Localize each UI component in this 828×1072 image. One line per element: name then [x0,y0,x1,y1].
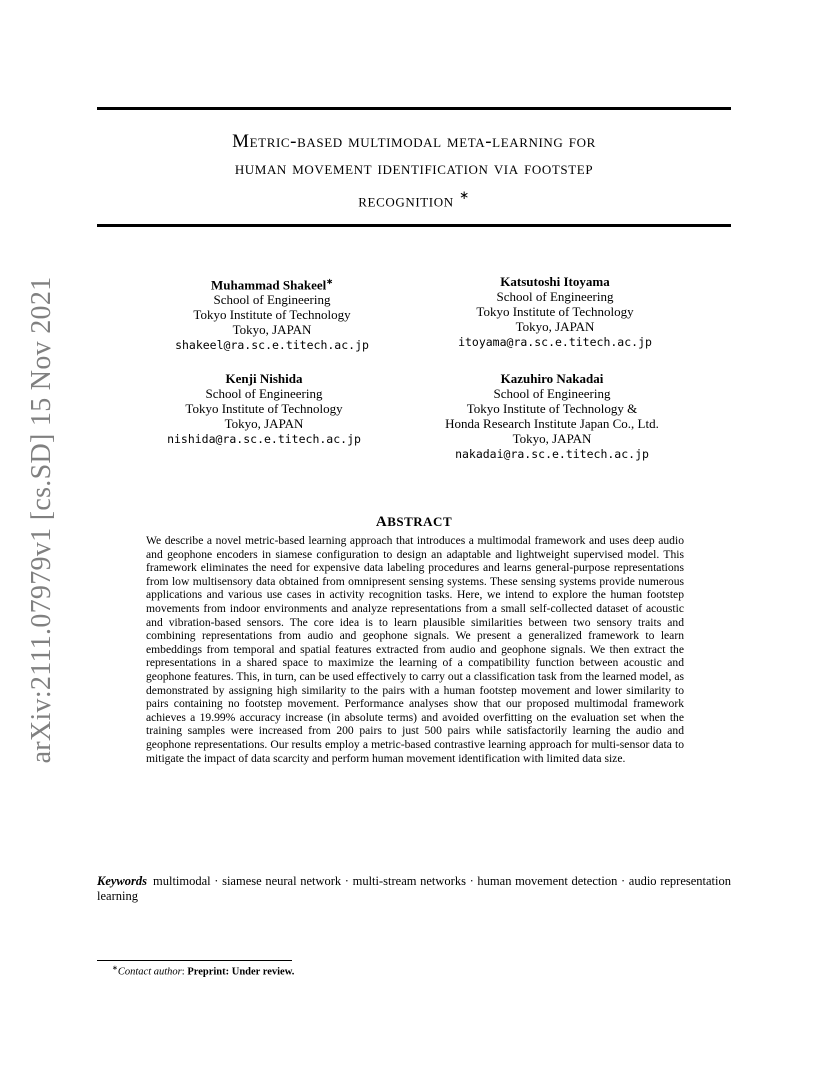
paper-title [97,128,731,214]
author-affiliation: School of Engineering [205,386,323,401]
author-affiliation: School of Engineering [213,292,331,308]
footnote-label: Contact author [117,966,182,978]
author-name: Katsutoshi Itoyama [500,274,610,289]
author-name: Kenji Nishida [225,371,303,386]
author-name-text: Muhammad Shakeel [211,277,327,293]
footnote [112,964,294,978]
author-email[interactable]: nishida@ra.sc.e.titech.ac.jp [167,432,361,446]
author-name: Kazuhiro Nakadai [500,371,604,386]
title-top-rule [97,107,731,110]
arxiv-identifier: arXiv:2111.07979v1 [cs.SD] 15 Nov 2021 [26,276,57,764]
author-block-nishida [114,371,414,447]
keywords-text: multimodal · siamese neural network · multi-stream networks · human movement detection · audio representation learning [97,874,731,903]
author-email[interactable]: itoyama@ra.sc.e.titech.ac.jp [458,335,652,349]
author-affiliation: Tokyo, JAPAN [224,416,304,431]
author-affiliation: Honda Research Institute Japan Co., Ltd. [445,416,659,431]
author-affiliation: Tokyo, JAPAN [512,431,592,446]
author-affiliation: Tokyo, JAPAN [515,319,595,334]
footnote-separator: : [181,966,188,978]
author-affiliation: Tokyo Institute of Technology [476,304,634,319]
abstract-heading-rest: BSTRACT [387,514,453,529]
abstract-heading [97,514,731,531]
author-affiliation: Tokyo, JAPAN [232,322,312,338]
keywords [97,874,731,904]
abstract-heading-initial: A [375,514,388,530]
author-affiliation: Tokyo Institute of Technology & [466,401,638,416]
title-line-3 [97,182,731,214]
title-footnote-marker: ∗ [459,188,470,202]
title-bottom-rule [97,224,731,227]
author-affiliation: School of Engineering [493,386,611,401]
keywords-label: Keywords [97,874,147,888]
abstract-text: We describe a novel metric-based learning approach that introduces a multimodal framework and uses deep audio and geophone encoders in siamese configuration to design an adaptable and lightweight supervised model. This framework eliminates the need for expensive data labeling procedures and learns general-purpose representations from low multisensory data obtained from omnipresent sensing systems. These sensing systems provide numerous applications and various use cases in activity recognition tasks. Here, we intend to explore the human footstep movements from indoor environments and analyze representations from a small self-collected dataset of acoustic and vibration-based sensors. The core idea is to learn plausible similarities between two sensory traits and combining representations from audio and geophone signals. We present a generalized framework to learn embeddings from temporal and spatial features extracted from audio and geophone signals. We then extract the representations in a shared space to maximize the learning of a compatibility function between acoustic and geophone features. This, in turn, can be used effectively to carry out a classification task from the learned model, as demonstrated by assigning high similarity to the pairs with a human footstep movement and lower similarity to pairs containing no footstep movement. Performance analyses show that our proposed multimodal framework achieves a 19.99% accuracy increase (in absolute terms) and avoided overfitting on the evaluation set when the training samples were increased from 200 pairs to just 500 pairs while satisfactorily learning the audio and geophone representations. Our results employ a metric-based contrastive learning approach for multi-sensor data to mitigate the impact of data scarcity and perform human movement identification with limited data size. [146,534,684,765]
author-block-itoyama [405,274,705,350]
author-affiliation: School of Engineering [496,289,614,304]
author-affiliation: Tokyo Institute of Technology [185,401,343,416]
author-email[interactable]: nakadai@ra.sc.e.titech.ac.jp [455,447,649,461]
author-marker: ∗ [326,277,333,286]
title-line-1: Metric-based multimodal meta-learning for [232,131,596,152]
footnote-text: Preprint: Under review. [187,966,295,978]
author-block-shakeel [122,274,422,353]
author-block-nakadai [402,371,702,462]
author-name [122,274,422,292]
author-email[interactable]: shakeel@ra.sc.e.titech.ac.jp [175,338,369,353]
author-affiliation: Tokyo Institute of Technology [193,307,351,323]
footnote-rule [97,960,292,961]
title-line-3-text: recognition [358,190,454,212]
title-line-2: human movement identification via footstep [234,158,594,179]
footnote-marker: ∗ [112,964,118,972]
